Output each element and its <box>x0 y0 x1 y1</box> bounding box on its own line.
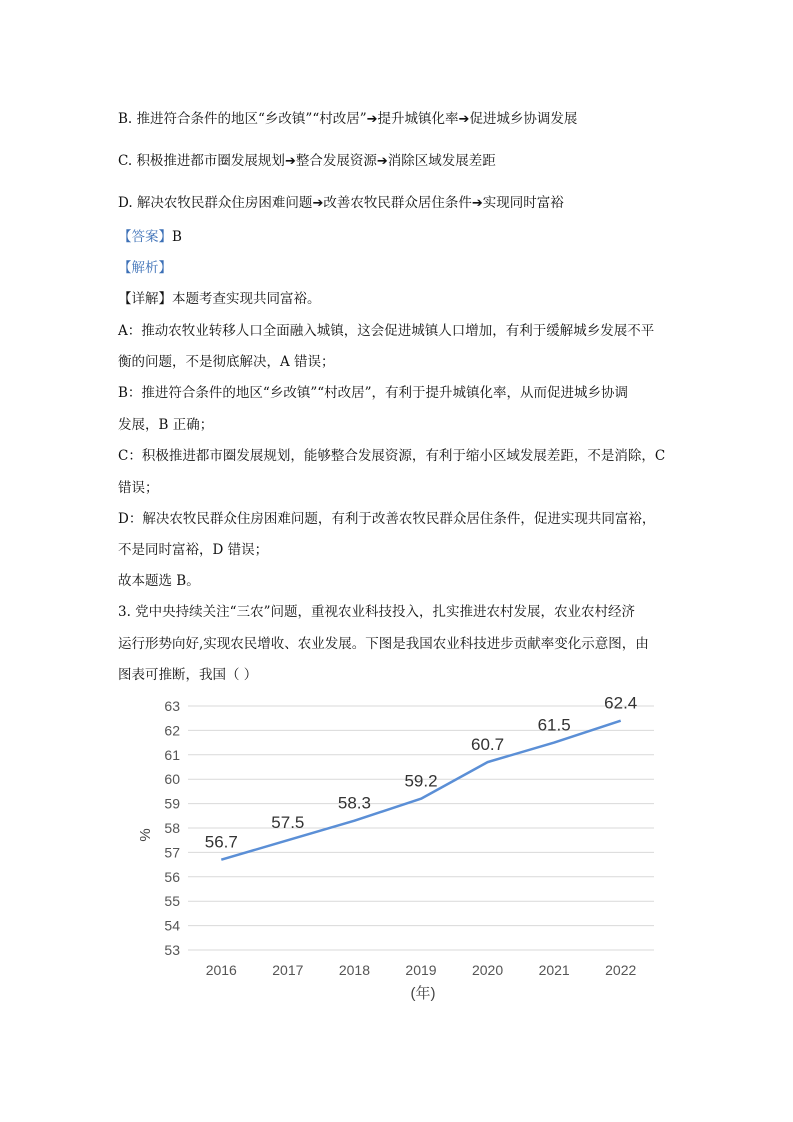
detail-b1: B：推进符合条件的地区“乡改镇”“村改居”，有利于提升城镇化率，从而促进城乡协调 <box>118 385 629 401</box>
arrow-icon: ➔ <box>312 196 324 211</box>
y-tick-label: 61 <box>164 746 180 763</box>
answer-tag: 【答案】 <box>118 229 172 245</box>
chart-x-axis-label: (年) <box>410 985 436 1002</box>
x-tick-label: 2016 <box>205 962 237 978</box>
x-tick-label: 2020 <box>471 962 504 978</box>
option-c <box>118 152 496 171</box>
x-tick-label: 2022 <box>605 962 637 978</box>
option-b <box>118 110 577 129</box>
arrow-icon: ➔ <box>284 154 296 169</box>
option-letter: B. <box>118 111 133 127</box>
data-label: 61.5 <box>537 715 571 735</box>
y-tick-label: 54 <box>164 917 180 934</box>
option-letter: D. <box>118 195 133 211</box>
data-label: 56.7 <box>204 832 238 852</box>
detail-d2: 不是同时富裕，D 错误； <box>118 542 269 558</box>
y-tick-label: 59 <box>164 795 180 812</box>
detail-conclusion: 故本题选 B。 <box>118 573 200 589</box>
option-text: 解决农牧民群众住房困难问题 <box>136 195 313 211</box>
y-tick-label: 57 <box>164 844 180 861</box>
answer-value: B <box>172 229 182 245</box>
arrow-icon: ➔ <box>458 112 470 127</box>
chart-y-axis-label: % <box>137 828 154 842</box>
line-chart <box>118 692 678 1010</box>
detail-c2: 错误； <box>118 480 159 496</box>
chart-gridlines <box>188 706 654 950</box>
option-text: 提升城镇化率 <box>377 111 459 127</box>
x-tick-label: 2021 <box>538 962 570 978</box>
option-text: 推进符合条件的地区“乡改镇”“村改居” <box>136 111 367 127</box>
data-label: 62.4 <box>604 693 638 713</box>
option-d <box>118 194 564 213</box>
x-tick-label: 2018 <box>338 962 371 978</box>
chart-x-ticks <box>206 962 637 978</box>
arrow-icon: ➔ <box>376 154 388 169</box>
y-tick-label: 53 <box>164 942 180 958</box>
detail-b2: 发展，B 正确； <box>118 417 214 433</box>
question3-line2: 运行形势向好,实现农民增收、农业发展。下图是我国农业科技进步贡献率变化示意图，由 <box>118 636 649 652</box>
x-tick-label: 2019 <box>405 962 437 978</box>
detail-tag: 【详解】 <box>118 291 172 307</box>
y-tick-label: 55 <box>164 893 180 910</box>
detail-c1: C：积极推进都市圈发展规划，能够整合发展资源，有利于缩小区域发展差距，不是消除，C <box>118 448 666 464</box>
option-text: 改善农牧民群众居住条件 <box>323 195 472 211</box>
option-letter: C. <box>118 153 133 169</box>
detail-intro <box>118 290 321 308</box>
question3-line3: 图表可推断，我国（ ） <box>118 667 258 683</box>
arrow-icon: ➔ <box>471 196 483 211</box>
option-text: 整合发展资源 <box>295 153 377 169</box>
y-tick-label: 56 <box>164 868 180 885</box>
data-label: 57.5 <box>271 813 305 833</box>
arrow-icon: ➔ <box>366 112 378 127</box>
analysis-tag: 【解析】 <box>118 260 172 276</box>
y-tick-label: 63 <box>164 698 180 714</box>
detail-a2: 衡的问题，不是彻底解决，A 错误； <box>118 354 335 370</box>
detail-d1: D：解决农牧民群众住房困难问题，有利于改善农牧民群众居住条件，促进实现共同富裕， <box>118 511 656 527</box>
detail-a1: A：推动农牧业转移人口全面融入城镇，这会促进城镇人口增加，有利于缓解城乡发展不平 <box>118 323 655 339</box>
data-label: 59.2 <box>404 771 438 791</box>
option-text: 促进城乡协调发展 <box>469 111 578 127</box>
detail-intro-text: 本题考查实现共同富裕。 <box>172 291 321 307</box>
data-label: 58.3 <box>337 793 371 813</box>
data-label: 60.7 <box>471 735 505 755</box>
y-tick-label: 58 <box>164 820 180 836</box>
answer-line <box>118 228 182 246</box>
x-tick-label: 2017 <box>272 962 304 978</box>
chart-y-ticks <box>164 698 180 958</box>
option-text: 积极推进都市圈发展规划 <box>136 153 285 169</box>
option-text: 消除区域发展差距 <box>387 153 496 169</box>
option-text: 实现同时富裕 <box>482 195 564 211</box>
y-tick-label: 60 <box>164 771 180 788</box>
question3-line1: 3. 党中央持续关注“三农”问题，重视农业科技投入，扎实推进农村发展，农业农村经济 <box>118 604 635 620</box>
y-tick-label: 62 <box>164 722 180 739</box>
